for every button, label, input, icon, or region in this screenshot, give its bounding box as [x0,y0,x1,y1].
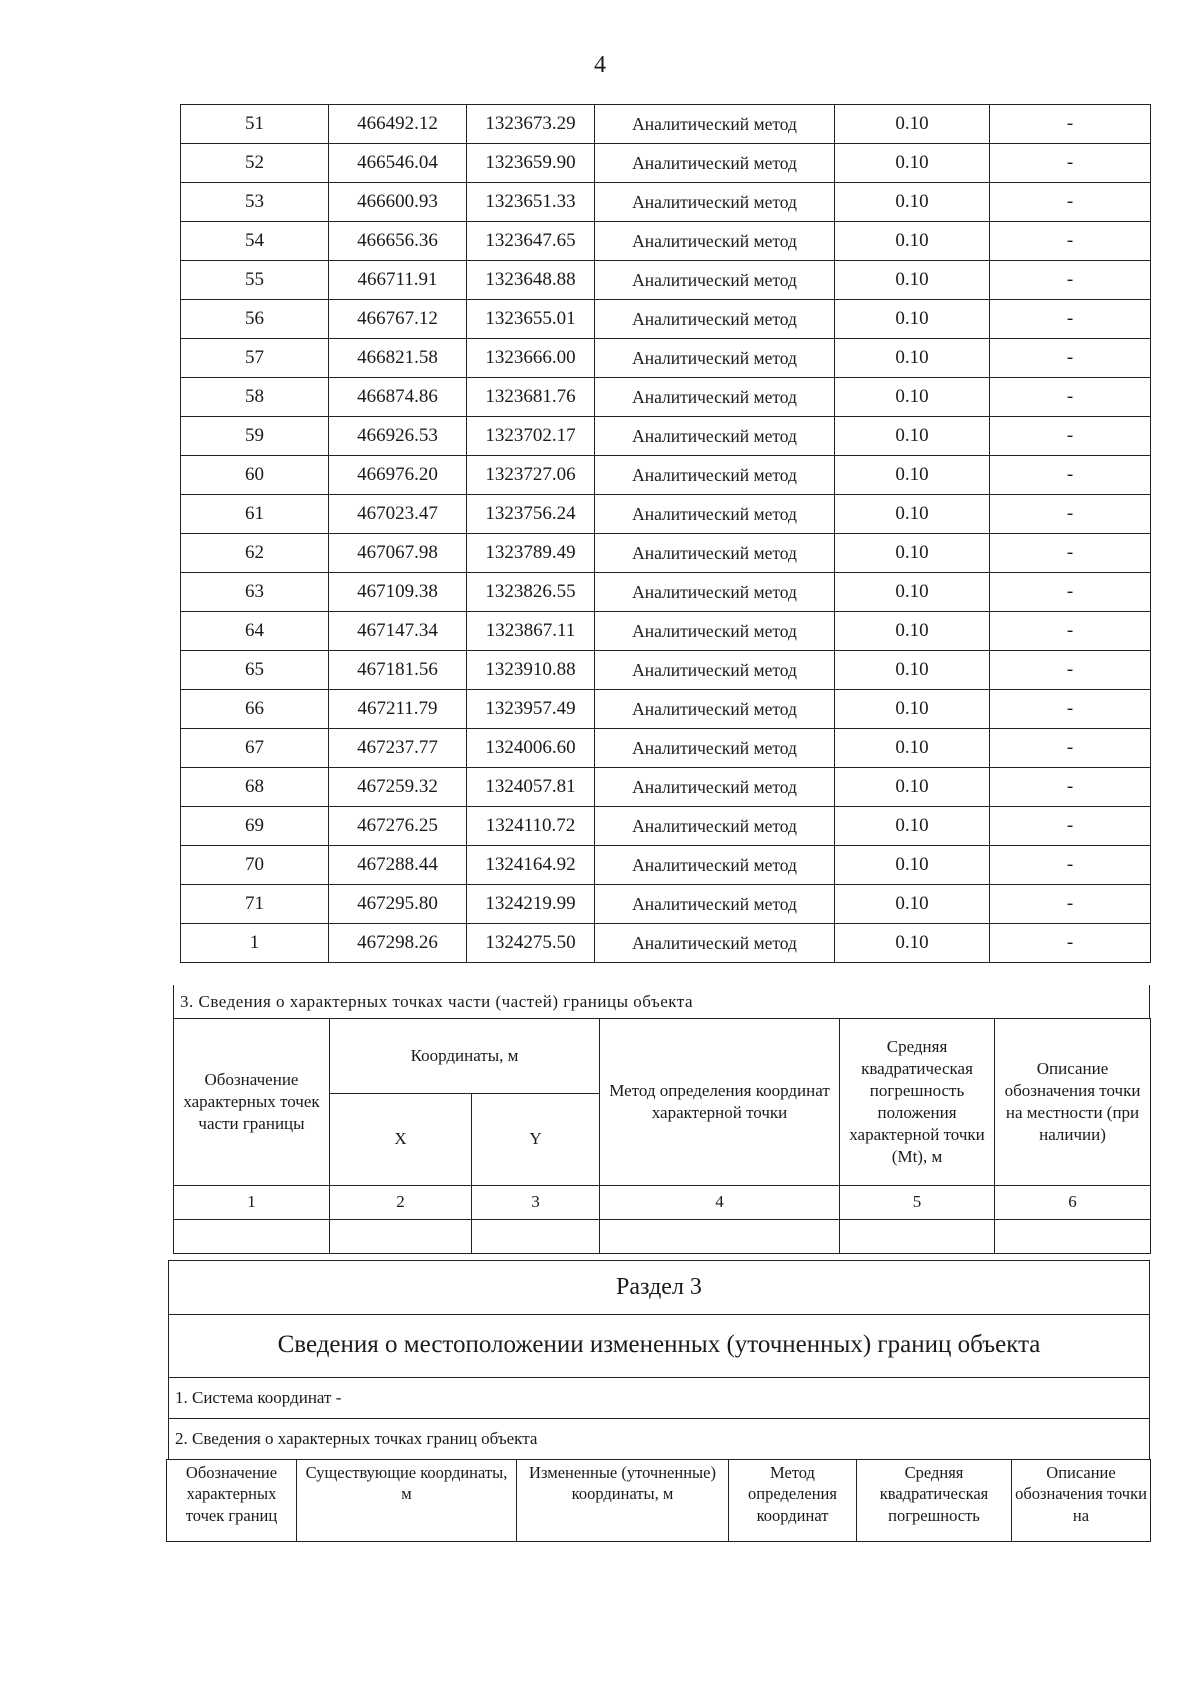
method-cell: Аналитический метод [595,534,835,573]
method-cell: Аналитический метод [595,222,835,261]
description-cell: - [990,846,1151,885]
section-title: Сведения о местоположении измененных (уточненных) границ объекта [168,1313,1150,1378]
changed-boundary-table [166,1459,1151,1542]
table-row [181,300,1151,339]
description-cell: - [990,573,1151,612]
coord-x: 466874.86 [329,378,467,417]
page-number: 4 [594,52,606,78]
header-designation: Обозначение характерных точек части границы [174,1019,330,1186]
coord-x: 467295.80 [329,885,467,924]
section-heading: Раздел 3 [168,1260,1150,1315]
error-cell: 0.10 [835,300,990,339]
column-number: 4 [600,1186,840,1220]
error-cell: 0.10 [835,768,990,807]
point-number: 62 [181,534,329,573]
coord-x: 466546.04 [329,144,467,183]
coord-x: 467023.47 [329,495,467,534]
column-number: 1 [174,1186,330,1220]
coord-x: 466711.91 [329,261,467,300]
table-row [181,651,1151,690]
description-cell: - [990,144,1151,183]
coordinates-table [180,104,1151,963]
method-cell: Аналитический метод [595,495,835,534]
coord-y: 1324110.72 [467,807,595,846]
method-cell: Аналитический метод [595,339,835,378]
point-number: 71 [181,885,329,924]
table-row [181,690,1151,729]
header-error: Средняя квадратическая погрешность [857,1460,1012,1542]
point-number: 56 [181,300,329,339]
point-number: 66 [181,690,329,729]
coord-y: 1323702.17 [467,417,595,456]
description-cell: - [990,222,1151,261]
empty-cell [600,1220,840,1254]
description-cell: - [990,885,1151,924]
error-cell: 0.10 [835,690,990,729]
description-cell: - [990,534,1151,573]
description-cell: - [990,807,1151,846]
coord-y: 1324057.81 [467,768,595,807]
error-cell: 0.10 [835,612,990,651]
point-number: 51 [181,105,329,144]
coord-y: 1323647.65 [467,222,595,261]
empty-cell [330,1220,472,1254]
coord-x: 467067.98 [329,534,467,573]
table-row [181,378,1151,417]
point-number: 59 [181,417,329,456]
point-number: 1 [181,924,329,963]
point-number: 69 [181,807,329,846]
point-number: 64 [181,612,329,651]
coord-y: 1324006.60 [467,729,595,768]
point-number: 67 [181,729,329,768]
column-number: 2 [330,1186,472,1220]
table-row [181,261,1151,300]
error-cell: 0.10 [835,222,990,261]
error-cell: 0.10 [835,261,990,300]
description-cell: - [990,690,1151,729]
table-row [181,612,1151,651]
coord-x: 466821.58 [329,339,467,378]
table-row [181,183,1151,222]
coord-y: 1323666.00 [467,339,595,378]
description-cell: - [990,417,1151,456]
error-cell: 0.10 [835,807,990,846]
point-number: 52 [181,144,329,183]
error-cell: 0.10 [835,417,990,456]
error-cell: 0.10 [835,846,990,885]
coord-y: 1324275.50 [467,924,595,963]
coord-y: 1323681.76 [467,378,595,417]
method-cell: Аналитический метод [595,183,835,222]
coord-x: 466767.12 [329,300,467,339]
point-number: 58 [181,378,329,417]
error-cell: 0.10 [835,456,990,495]
description-cell: - [990,768,1151,807]
coord-x: 467237.77 [329,729,467,768]
table-row [181,768,1151,807]
coord-x: 467109.38 [329,573,467,612]
description-cell: - [990,339,1151,378]
description-cell: - [990,651,1151,690]
coord-x: 467276.25 [329,807,467,846]
header-existing-coordinates: Существующие координаты, м [297,1460,517,1542]
error-cell: 0.10 [835,885,990,924]
coordinate-system-row: 1. Система координат - [168,1377,1150,1419]
description-cell: - [990,300,1151,339]
method-cell: Аналитический метод [595,105,835,144]
empty-cell [840,1220,995,1254]
error-cell: 0.10 [835,729,990,768]
method-cell: Аналитический метод [595,261,835,300]
error-cell: 0.10 [835,651,990,690]
error-cell: 0.10 [835,534,990,573]
table-row [181,144,1151,183]
column-number: 3 [472,1186,600,1220]
method-cell: Аналитический метод [595,651,835,690]
method-cell: Аналитический метод [595,924,835,963]
header-y: Y [472,1094,600,1186]
point-number: 61 [181,495,329,534]
empty-cell [995,1220,1151,1254]
coord-y: 1323673.29 [467,105,595,144]
table-row [181,222,1151,261]
header-changed-coordinates: Измененные (уточненные) координаты, м [517,1460,729,1542]
table-row [181,339,1151,378]
header-x: X [330,1094,472,1186]
coord-y: 1324164.92 [467,846,595,885]
coord-x: 466492.12 [329,105,467,144]
error-cell: 0.10 [835,144,990,183]
header-description: Описание обозначения точки на [1012,1460,1151,1542]
coord-x: 466926.53 [329,417,467,456]
header-designation: Обозначение характерных точек границ [167,1460,297,1542]
coord-y: 1323957.49 [467,690,595,729]
description-cell: - [990,456,1151,495]
empty-cell [174,1220,330,1254]
table-row [181,534,1151,573]
table-row [181,417,1151,456]
table-row [181,807,1151,846]
coord-x: 466656.36 [329,222,467,261]
points-caption-row: 2. Сведения о характерных точках границ объекта [168,1418,1150,1460]
point-number: 63 [181,573,329,612]
coord-y: 1323655.01 [467,300,595,339]
table-row [181,846,1151,885]
coord-x: 467288.44 [329,846,467,885]
part-points-table [173,1018,1151,1254]
coord-x: 466976.20 [329,456,467,495]
point-number: 55 [181,261,329,300]
header-error: Средняя квадратическая погрешность положения характерной точки (Mt), м [840,1019,995,1186]
method-cell: Аналитический метод [595,768,835,807]
empty-cell [472,1220,600,1254]
method-cell: Аналитический метод [595,846,835,885]
table-row [181,573,1151,612]
error-cell: 0.10 [835,573,990,612]
column-number: 6 [995,1186,1151,1220]
description-cell: - [990,378,1151,417]
error-cell: 0.10 [835,378,990,417]
table-row [181,885,1151,924]
method-cell: Аналитический метод [595,144,835,183]
method-cell: Аналитический метод [595,885,835,924]
coord-y: 1323789.49 [467,534,595,573]
point-number: 54 [181,222,329,261]
column-number: 5 [840,1186,995,1220]
part-section-caption: 3. Сведения о характерных точках части (частей) границы объекта [173,985,1150,1019]
method-cell: Аналитический метод [595,690,835,729]
description-cell: - [990,495,1151,534]
coord-y: 1323910.88 [467,651,595,690]
header-method: Метод определения координат характерной точки [600,1019,840,1186]
method-cell: Аналитический метод [595,456,835,495]
description-cell: - [990,924,1151,963]
method-cell: Аналитический метод [595,378,835,417]
description-cell: - [990,105,1151,144]
method-cell: Аналитический метод [595,807,835,846]
error-cell: 0.10 [835,105,990,144]
coord-x: 467181.56 [329,651,467,690]
header-coordinates: Координаты, м [330,1019,600,1094]
coord-x: 467298.26 [329,924,467,963]
table-row [181,924,1151,963]
description-cell: - [990,261,1151,300]
coord-y: 1323756.24 [467,495,595,534]
error-cell: 0.10 [835,924,990,963]
header-method: Метод определения координат [729,1460,857,1542]
coord-y: 1323659.90 [467,144,595,183]
coord-y: 1323648.88 [467,261,595,300]
method-cell: Аналитический метод [595,417,835,456]
error-cell: 0.10 [835,183,990,222]
coord-y: 1323651.33 [467,183,595,222]
coord-x: 467259.32 [329,768,467,807]
point-number: 65 [181,651,329,690]
coord-x: 467147.34 [329,612,467,651]
point-number: 57 [181,339,329,378]
point-number: 68 [181,768,329,807]
coordinates-table-body [181,105,1151,963]
point-number: 60 [181,456,329,495]
coord-y: 1323727.06 [467,456,595,495]
table-row [181,729,1151,768]
table-row [181,456,1151,495]
description-cell: - [990,612,1151,651]
coord-x: 466600.93 [329,183,467,222]
coord-y: 1323867.11 [467,612,595,651]
description-cell: - [990,183,1151,222]
coord-y: 1324219.99 [467,885,595,924]
point-number: 70 [181,846,329,885]
coord-x: 467211.79 [329,690,467,729]
method-cell: Аналитический метод [595,729,835,768]
method-cell: Аналитический метод [595,300,835,339]
error-cell: 0.10 [835,339,990,378]
table-row [181,105,1151,144]
header-description: Описание обозначения точки на местности (при наличии) [995,1019,1151,1186]
coord-y: 1323826.55 [467,573,595,612]
error-cell: 0.10 [835,495,990,534]
method-cell: Аналитический метод [595,573,835,612]
description-cell: - [990,729,1151,768]
table-row [181,495,1151,534]
method-cell: Аналитический метод [595,612,835,651]
point-number: 53 [181,183,329,222]
